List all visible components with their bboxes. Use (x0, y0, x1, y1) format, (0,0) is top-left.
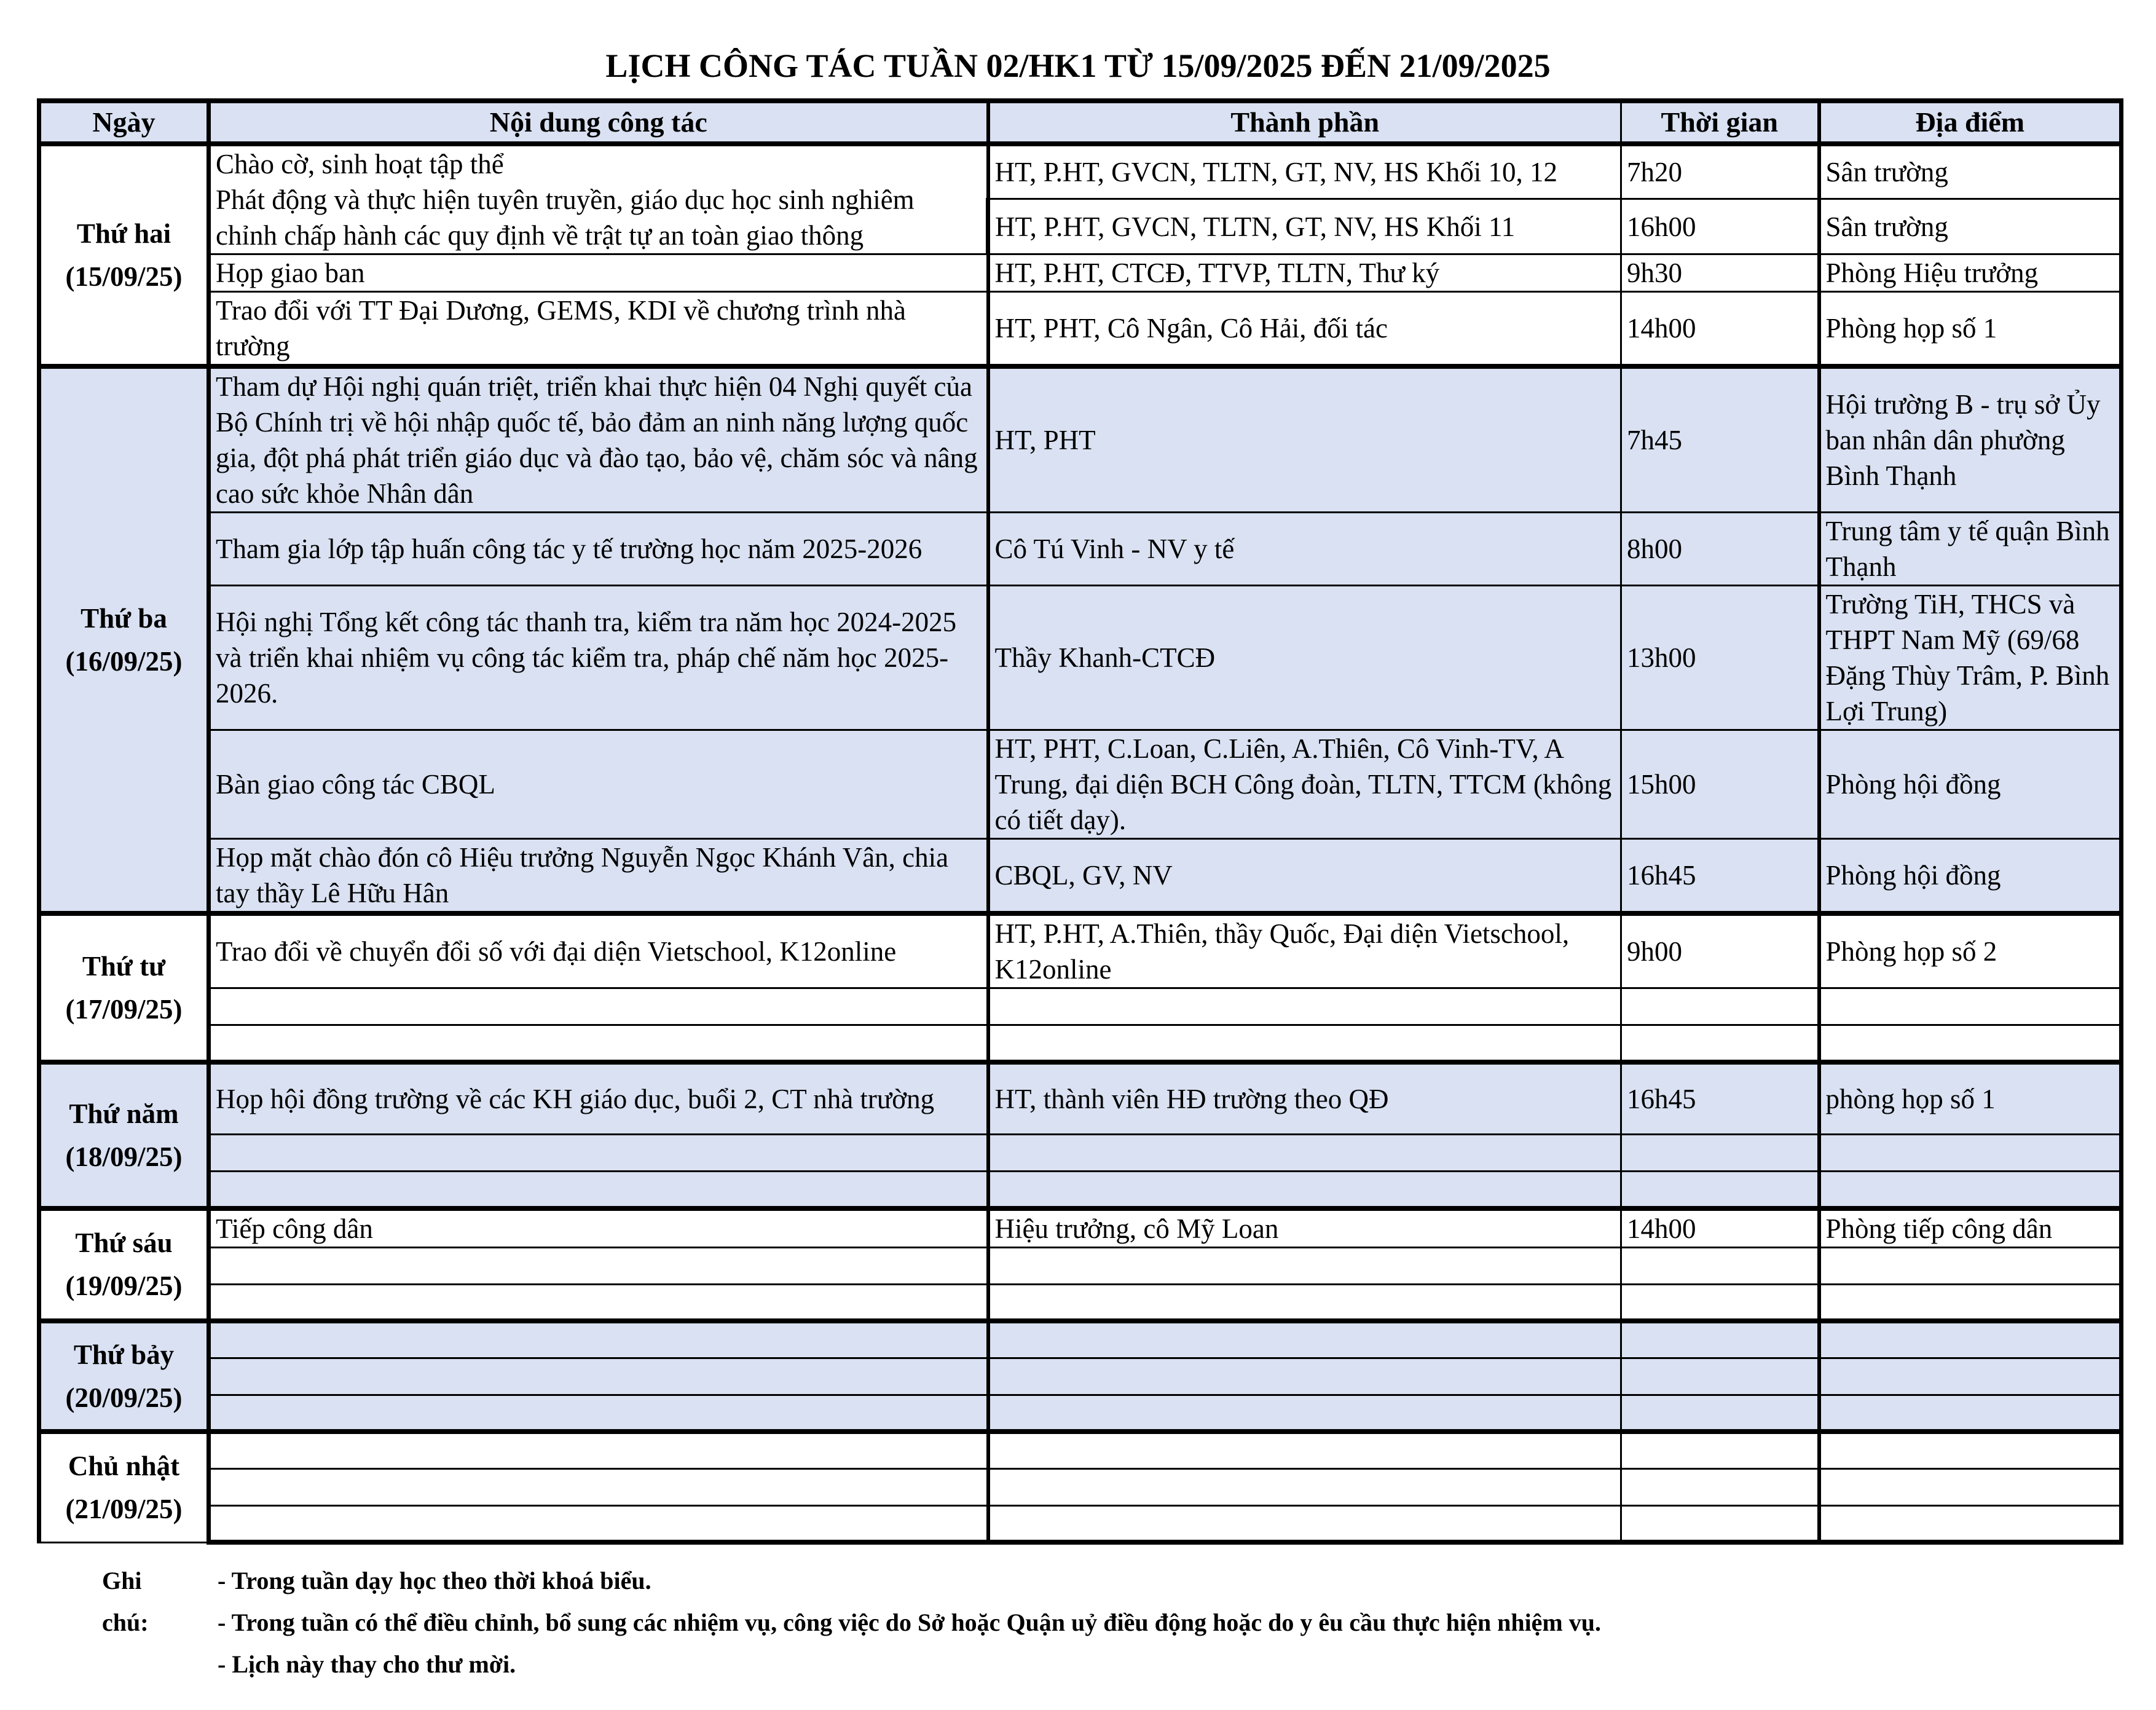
content-cell: Họp giao ban (209, 254, 988, 292)
time-cell (1621, 1432, 1819, 1468)
table-row (39, 292, 2122, 367)
day-cell-tue (39, 366, 209, 913)
table-row (39, 1062, 2122, 1135)
table-row (39, 839, 2122, 914)
place-cell (1819, 988, 2122, 1025)
members-cell (988, 1505, 1621, 1542)
place-cell: Phòng Hiệu trưởng (1819, 254, 2122, 292)
place-cell: Sân trường (1819, 144, 2122, 199)
content-cell: Bàn giao công tác CBQL (209, 730, 988, 839)
members-cell (988, 1468, 1621, 1505)
day-cell-sat (39, 1321, 209, 1432)
table-row (39, 1395, 2122, 1432)
note-item: - Lịch này thay cho thư mời. (218, 1650, 516, 1678)
place-cell (1819, 1247, 2122, 1284)
members-cell: HT, PHT, Cô Ngân, Cô Hải, đối tác (988, 292, 1621, 367)
members-cell (988, 1135, 1621, 1172)
place-cell: Sân trường (1819, 199, 2122, 254)
members-cell (988, 1025, 1621, 1062)
place-cell (1819, 1025, 2122, 1062)
notes-list (218, 1560, 1601, 1685)
time-cell: 9h00 (1621, 913, 1819, 988)
content-cell: Tham dự Hội nghị quán triệt, triển khai thực hiện 04 Nghị quyết của Bộ Chính trị về hội nhập quốc tế, bảo đảm an ninh năng lượng quốc gia, đột phá phát triển giáo dục và đào tạo, bảo vệ, chăm sóc và nâng cao sức khỏe Nhân dân (209, 366, 988, 513)
content-cell: Chào cờ, sinh hoạt tập thể Phát động và thực hiện tuyên truyền, giáo dục học sinh nghiêm chỉnh chấp hành các quy định về trật tự an toàn giao thông (209, 144, 988, 254)
table-row (39, 1172, 2122, 1208)
members-cell (988, 1358, 1621, 1395)
header-content: Nội dung công tác (209, 101, 988, 144)
content-cell (209, 1395, 988, 1432)
day-date: (20/09/25) (65, 1382, 183, 1413)
content-cell: Họp mặt chào đón cô Hiệu trưởng Nguyễn Ngọc Khánh Vân, chia tay thầy Lê Hữu Hân (209, 839, 988, 914)
table-row (39, 144, 2122, 199)
content-cell: Họp hội đồng trường về các KH giáo dục, buổi 2, CT nhà trường (209, 1062, 988, 1135)
day-name: Thứ ba (81, 603, 167, 634)
members-cell: Cô Tú Vinh - NV y tế (988, 513, 1621, 586)
time-cell (1621, 1172, 1819, 1208)
members-cell: HT, P.HT, CTCĐ, TTVP, TLTN, Thư ký (988, 254, 1621, 292)
time-cell: 16h45 (1621, 1062, 1819, 1135)
content-cell (209, 1505, 988, 1542)
members-cell (988, 1321, 1621, 1358)
time-cell (1621, 988, 1819, 1025)
members-cell: HT, PHT (988, 366, 1621, 513)
members-cell: HT, PHT, C.Loan, C.Liên, A.Thiên, Cô Vinh-TV, A Trung, đại diện BCH Công đoàn, TLTN, TTCM (không có tiết dạy). (988, 730, 1621, 839)
members-cell: HT, thành viên HĐ trường theo QĐ (988, 1062, 1621, 1135)
day-date: (19/09/25) (65, 1271, 183, 1302)
table-row (39, 1247, 2122, 1284)
members-cell (988, 1432, 1621, 1468)
table-row (39, 1468, 2122, 1505)
place-cell (1819, 1505, 2122, 1542)
place-cell: Hội trường B - trụ sở Ủy ban nhân dân phường Bình Thạnh (1819, 366, 2122, 513)
time-cell (1621, 1468, 1819, 1505)
place-cell (1819, 1172, 2122, 1208)
notes-label: Ghi chú: (102, 1567, 149, 1636)
table-row (39, 1208, 2122, 1248)
table-row (39, 1505, 2122, 1542)
content-cell (209, 1432, 988, 1468)
members-cell: HT, P.HT, GVCN, TLTN, GT, NV, HS Khối 11 (988, 199, 1621, 254)
members-cell (988, 1284, 1621, 1321)
content-cell: Tham gia lớp tập huấn công tác y tế trường học năm 2025-2026 (209, 513, 988, 586)
day-name: Thứ bảy (73, 1339, 175, 1370)
table-row (39, 1321, 2122, 1358)
time-cell: 16h45 (1621, 839, 1819, 914)
day-name: Thứ hai (76, 218, 171, 249)
time-cell: 13h00 (1621, 586, 1819, 730)
time-cell (1621, 1321, 1819, 1358)
time-cell (1621, 1284, 1819, 1321)
place-cell: Trường TiH, THCS và THPT Nam Mỹ (69/68 Đặng Thùy Trâm, P. Bình Lợi Trung) (1819, 586, 2122, 730)
place-cell (1819, 1358, 2122, 1395)
table-row (39, 1284, 2122, 1321)
header-time: Thời gian (1621, 101, 1819, 144)
place-cell: Phòng họp số 1 (1819, 292, 2122, 367)
day-cell-thu (39, 1062, 209, 1208)
table-row (39, 1025, 2122, 1062)
time-cell (1621, 1247, 1819, 1284)
table-row (39, 254, 2122, 292)
content-cell (209, 1468, 988, 1505)
place-cell: Phòng hội đồng (1819, 839, 2122, 914)
time-cell (1621, 1358, 1819, 1395)
time-cell (1621, 1025, 1819, 1062)
day-date: (18/09/25) (65, 1141, 183, 1172)
members-cell (988, 988, 1621, 1025)
time-cell: 7h45 (1621, 366, 1819, 513)
note-item: - Trong tuần có thể điều chỉnh, bổ sung các nhiệm vụ, công việc do Sở hoặc Quận uỷ điều động hoặc do y êu cầu thực hiện nhiệm vụ. (218, 1609, 1601, 1636)
schedule-table (37, 98, 2123, 1545)
time-cell (1621, 1395, 1819, 1432)
time-cell: 14h00 (1621, 292, 1819, 367)
content-cell (209, 1247, 988, 1284)
table-row (39, 1432, 2122, 1468)
content-cell (209, 1025, 988, 1062)
day-date: (16/09/25) (65, 646, 183, 677)
day-name: Thứ tư (82, 950, 166, 982)
time-cell: 14h00 (1621, 1208, 1819, 1248)
content-cell (209, 1321, 988, 1358)
members-cell: HT, P.HT, A.Thiên, thầy Quốc, Đại diện Vietschool, K12online (988, 913, 1621, 988)
table-row (39, 366, 2122, 513)
header-row (39, 101, 2122, 144)
place-cell (1819, 1432, 2122, 1468)
time-cell (1621, 1505, 1819, 1542)
members-cell (988, 1395, 1621, 1432)
content-cell (209, 1172, 988, 1208)
members-cell: HT, P.HT, GVCN, TLTN, GT, NV, HS Khối 10, 12 (988, 144, 1621, 199)
place-cell: Trung tâm y tế quận Bình Thạnh (1819, 513, 2122, 586)
content-cell (209, 1135, 988, 1172)
day-cell-wed (39, 913, 209, 1062)
table-row (39, 988, 2122, 1025)
members-cell: Thầy Khanh-CTCĐ (988, 586, 1621, 730)
place-cell: Phòng họp số 2 (1819, 913, 2122, 988)
content-cell: Trao đổi về chuyển đổi số với đại diện Vietschool, K12online (209, 913, 988, 988)
place-cell (1819, 1395, 2122, 1432)
table-row (39, 730, 2122, 839)
time-cell: 15h00 (1621, 730, 1819, 839)
members-cell: CBQL, GV, NV (988, 839, 1621, 914)
header-day: Ngày (39, 101, 209, 144)
time-cell: 8h00 (1621, 513, 1819, 586)
place-cell (1819, 1135, 2122, 1172)
place-cell (1819, 1321, 2122, 1358)
content-cell (209, 988, 988, 1025)
time-cell: 7h20 (1621, 144, 1819, 199)
note-item: - Trong tuần dạy học theo thời khoá biểu. (218, 1567, 651, 1594)
time-cell (1621, 1135, 1819, 1172)
place-cell: Phòng tiếp công dân (1819, 1208, 2122, 1248)
day-date: (15/09/25) (65, 261, 183, 292)
table-row (39, 513, 2122, 586)
content-cell (209, 1358, 988, 1395)
header-members: Thành phần (988, 101, 1621, 144)
members-cell (988, 1247, 1621, 1284)
table-row (39, 913, 2122, 988)
place-cell: phòng họp số 1 (1819, 1062, 2122, 1135)
day-name: Thứ sáu (75, 1227, 173, 1259)
content-cell: Trao đổi với TT Đại Dương, GEMS, KDI về chương trình nhà trường (209, 292, 988, 367)
table-row (39, 1358, 2122, 1395)
content-cell: Tiếp công dân (209, 1208, 988, 1248)
table-row (39, 1135, 2122, 1172)
day-cell-mon (39, 144, 209, 366)
place-cell: Phòng hội đồng (1819, 730, 2122, 839)
time-cell: 16h00 (1621, 199, 1819, 254)
content-cell: Hội nghị Tổng kết công tác thanh tra, kiểm tra năm học 2024-2025 và triển khai nhiệm vụ công tác kiểm tra, pháp chế năm học 2025-2026. (209, 586, 988, 730)
members-cell: Hiệu trưởng, cô Mỹ Loan (988, 1208, 1621, 1248)
place-cell (1819, 1468, 2122, 1505)
day-date: (21/09/25) (65, 1494, 183, 1525)
place-cell (1819, 1284, 2122, 1321)
day-name: Chủ nhật (68, 1451, 180, 1482)
table-row (39, 586, 2122, 730)
header-place: Địa điểm (1819, 101, 2122, 144)
day-cell-sun (39, 1432, 209, 1542)
day-cell-fri (39, 1208, 209, 1322)
time-cell: 9h30 (1621, 254, 1819, 292)
content-cell (209, 1284, 988, 1321)
members-cell (988, 1172, 1621, 1208)
page-title: LỊCH CÔNG TÁC TUẦN 02/HK1 TỪ 15/09/2025 ĐẾN 21/09/2025 (605, 47, 1551, 84)
day-name: Thứ năm (69, 1098, 179, 1129)
day-date: (17/09/25) (65, 993, 183, 1025)
